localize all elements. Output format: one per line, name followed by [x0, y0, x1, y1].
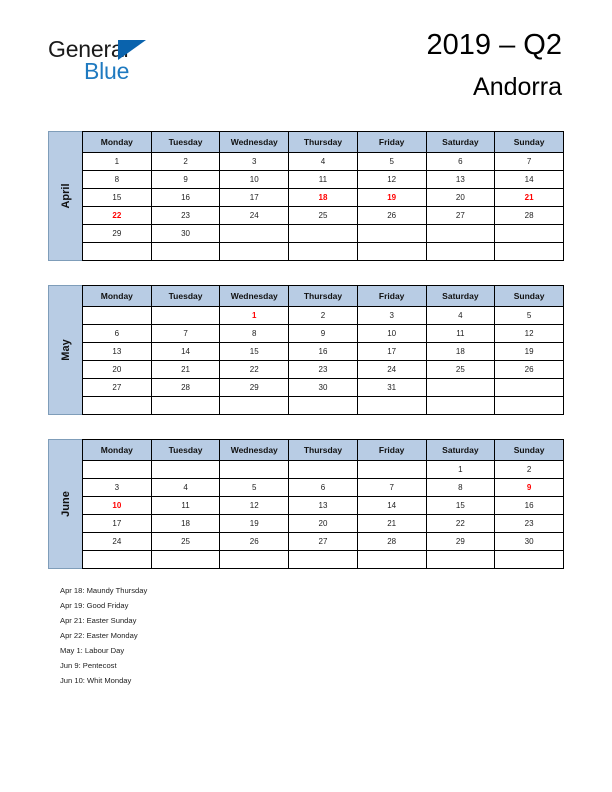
month-label-text: May: [59, 339, 72, 361]
calendar-day-holiday[interactable]: 9: [495, 479, 564, 497]
calendar-week-row: [83, 307, 564, 325]
calendar-day[interactable]: 27: [83, 379, 152, 397]
calendar-day[interactable]: 18: [426, 343, 495, 361]
calendar-day-empty: [357, 551, 426, 569]
calendar-day-empty: [426, 379, 495, 397]
calendar-day[interactable]: 24: [83, 533, 152, 551]
calendar-day[interactable]: 2: [495, 461, 564, 479]
calendar-day[interactable]: 5: [220, 479, 289, 497]
calendar-day[interactable]: 6: [83, 325, 152, 343]
calendar-day[interactable]: 17: [220, 189, 289, 207]
calendar-day[interactable]: 1: [426, 461, 495, 479]
calendar-table-june: [82, 439, 564, 569]
calendar-day[interactable]: 12: [220, 497, 289, 515]
calendar-day-empty: [426, 551, 495, 569]
calendar-day[interactable]: 22: [220, 361, 289, 379]
country-subtitle: Andorra: [473, 73, 562, 101]
calendar-day[interactable]: 16: [289, 343, 358, 361]
weekday-header-monday: Monday: [83, 440, 152, 461]
weekday-header-saturday: Saturday: [426, 132, 495, 153]
legend-item: Jun 9: Pentecost: [60, 661, 117, 670]
holiday-legend: [60, 583, 147, 688]
calendar-day[interactable]: 12: [495, 325, 564, 343]
calendar-day[interactable]: 1: [83, 153, 152, 171]
calendar-day[interactable]: 20: [289, 515, 358, 533]
calendar-day[interactable]: 3: [220, 153, 289, 171]
calendar-day[interactable]: 25: [426, 361, 495, 379]
calendar-week-row: [83, 225, 564, 243]
calendar-day[interactable]: 28: [151, 379, 220, 397]
month-block-june: [48, 439, 564, 569]
calendar-day[interactable]: 10: [220, 171, 289, 189]
calendar-day[interactable]: 21: [357, 515, 426, 533]
calendar-table-may: [82, 285, 564, 415]
calendar-week-row: [83, 171, 564, 189]
calendar-day-empty: [220, 225, 289, 243]
calendar-day[interactable]: 23: [289, 361, 358, 379]
month-block-may: [48, 285, 564, 415]
calendar-day[interactable]: 29: [426, 533, 495, 551]
month-label-text: June: [59, 491, 72, 517]
calendar-day[interactable]: 6: [426, 153, 495, 171]
calendar-day[interactable]: 11: [151, 497, 220, 515]
calendar-day[interactable]: 25: [151, 533, 220, 551]
calendar-day-empty: [426, 225, 495, 243]
calendar-day[interactable]: 30: [289, 379, 358, 397]
calendar-day[interactable]: 9: [289, 325, 358, 343]
calendar-week-row: [83, 153, 564, 171]
calendar-day[interactable]: 12: [357, 171, 426, 189]
calendar-day[interactable]: 8: [220, 325, 289, 343]
calendar-day[interactable]: 31: [357, 379, 426, 397]
calendar-day-empty: [83, 397, 152, 415]
calendar-day[interactable]: 5: [495, 307, 564, 325]
calendar-day-empty: [83, 243, 152, 261]
legend-item: May 1: Labour Day: [60, 646, 125, 655]
calendar-day-empty: [220, 397, 289, 415]
page-header: [0, 0, 612, 120]
calendar-day[interactable]: 14: [151, 343, 220, 361]
month-label-april: [48, 131, 82, 261]
calendar-day[interactable]: 17: [83, 515, 152, 533]
title-block: [427, 28, 562, 102]
calendar-week-row: [83, 325, 564, 343]
calendar-day-empty: [289, 461, 358, 479]
legend-item: Apr 21: Easter Sunday: [60, 616, 137, 625]
calendar-day-empty: [426, 243, 495, 261]
calendar-day-empty: [495, 397, 564, 415]
triangle-icon: [118, 40, 146, 60]
calendar-week-row: [83, 497, 564, 515]
weekday-header-sunday: Sunday: [495, 286, 564, 307]
calendar-day[interactable]: 25: [289, 207, 358, 225]
calendar-week-row: [83, 479, 564, 497]
calendar-day[interactable]: 20: [426, 189, 495, 207]
calendar-day-empty: [83, 461, 152, 479]
calendar-day-empty: [151, 551, 220, 569]
calendar-day[interactable]: 4: [426, 307, 495, 325]
legend-item: Apr 19: Good Friday: [60, 601, 129, 610]
calendar-week-row: [83, 207, 564, 225]
calendar-day[interactable]: 9: [151, 171, 220, 189]
weekday-header-row: [83, 286, 564, 307]
calendar-day-empty: [289, 397, 358, 415]
calendar-day-empty: [151, 461, 220, 479]
calendar-table-april: [82, 131, 564, 261]
calendar-day[interactable]: 15: [83, 189, 152, 207]
calendar-day[interactable]: 24: [357, 361, 426, 379]
calendar-week-row: [83, 551, 564, 569]
weekday-header-friday: Friday: [357, 132, 426, 153]
calendar-day-empty: [289, 225, 358, 243]
calendar-day[interactable]: 5: [357, 153, 426, 171]
weekday-header-thursday: Thursday: [289, 286, 358, 307]
calendar-day-holiday[interactable]: 19: [357, 189, 426, 207]
legend-item: Jun 10: Whit Monday: [60, 676, 132, 685]
calendar-day[interactable]: 11: [426, 325, 495, 343]
calendar-day-empty: [220, 461, 289, 479]
calendar-day[interactable]: 29: [220, 379, 289, 397]
calendar-day[interactable]: 14: [495, 171, 564, 189]
calendar-day-empty: [151, 307, 220, 325]
calendar-day-holiday[interactable]: 10: [83, 497, 152, 515]
weekday-header-thursday: Thursday: [289, 440, 358, 461]
calendar-week-row: [83, 533, 564, 551]
calendar-day[interactable]: 13: [289, 497, 358, 515]
logo-word-blue: Blue: [84, 58, 130, 84]
weekday-header-row: [83, 440, 564, 461]
calendar-day-empty: [357, 397, 426, 415]
weekday-header-tuesday: Tuesday: [151, 286, 220, 307]
logo-word-general: General: [48, 36, 129, 62]
calendar-day[interactable]: 24: [220, 207, 289, 225]
calendar-week-row: [83, 515, 564, 533]
calendar-day[interactable]: 7: [357, 479, 426, 497]
calendar-day[interactable]: 10: [357, 325, 426, 343]
calendar-day-empty: [357, 461, 426, 479]
calendar-day[interactable]: 15: [426, 497, 495, 515]
calendar-day[interactable]: 7: [495, 153, 564, 171]
calendar-day[interactable]: 26: [220, 533, 289, 551]
weekday-header-saturday: Saturday: [426, 440, 495, 461]
calendar-day[interactable]: 16: [151, 189, 220, 207]
calendar-week-row: [83, 189, 564, 207]
calendar-day[interactable]: 7: [151, 325, 220, 343]
calendar-day[interactable]: 28: [357, 533, 426, 551]
calendar-week-row: [83, 379, 564, 397]
month-block-april: [48, 131, 564, 261]
calendar-day-empty: [357, 243, 426, 261]
weekday-header-row: [83, 132, 564, 153]
weekday-header-friday: Friday: [357, 440, 426, 461]
calendar-day[interactable]: 27: [289, 533, 358, 551]
calendar-day[interactable]: 4: [289, 153, 358, 171]
calendar-body-may: [83, 307, 564, 415]
calendar-week-row: [83, 397, 564, 415]
month-label-june: [48, 439, 82, 569]
calendar-day[interactable]: 27: [426, 207, 495, 225]
legend-item: Apr 18: Maundy Thursday: [60, 586, 148, 595]
weekday-header-wednesday: Wednesday: [220, 132, 289, 153]
calendar-day-empty: [220, 551, 289, 569]
brand-logo: [48, 36, 278, 96]
calendar-week-row: [83, 243, 564, 261]
calendar-day[interactable]: 19: [220, 515, 289, 533]
calendar-day[interactable]: 16: [495, 497, 564, 515]
calendar-day[interactable]: 3: [83, 479, 152, 497]
weekday-header-sunday: Sunday: [495, 132, 564, 153]
calendar-day[interactable]: 2: [289, 307, 358, 325]
calendar-day[interactable]: 30: [495, 533, 564, 551]
calendar-week-row: [83, 461, 564, 479]
calendar-day-empty: [151, 397, 220, 415]
calendar-body-june: [83, 461, 564, 569]
calendar-day-empty: [495, 379, 564, 397]
calendar-day[interactable]: 17: [357, 343, 426, 361]
calendar-day-empty: [495, 551, 564, 569]
month-label-may: [48, 285, 82, 415]
calendar-day[interactable]: 23: [495, 515, 564, 533]
legend-item: Apr 22: Easter Monday: [60, 631, 138, 640]
calendar-day[interactable]: 14: [357, 497, 426, 515]
calendar-day-empty: [289, 551, 358, 569]
calendar-week-row: [83, 343, 564, 361]
calendar-day-holiday[interactable]: 18: [289, 189, 358, 207]
calendar-day[interactable]: 22: [426, 515, 495, 533]
weekday-header-tuesday: Tuesday: [151, 132, 220, 153]
calendar-day-empty: [83, 551, 152, 569]
calendar-day[interactable]: 18: [151, 515, 220, 533]
calendar-day[interactable]: 13: [426, 171, 495, 189]
calendar-day[interactable]: 21: [151, 361, 220, 379]
calendar-day[interactable]: 2: [151, 153, 220, 171]
page-title: 2019 – Q2: [426, 29, 562, 61]
calendar-day[interactable]: 11: [289, 171, 358, 189]
calendar-day-holiday[interactable]: 21: [495, 189, 564, 207]
calendar-body-april: [83, 153, 564, 261]
weekday-header-saturday: Saturday: [426, 286, 495, 307]
calendar-day[interactable]: 26: [495, 361, 564, 379]
calendar-day-empty: [495, 225, 564, 243]
calendar-day[interactable]: 26: [357, 207, 426, 225]
calendar-day[interactable]: 19: [495, 343, 564, 361]
weekday-header-wednesday: Wednesday: [220, 440, 289, 461]
weekday-header-sunday: Sunday: [495, 440, 564, 461]
calendar-day[interactable]: 28: [495, 207, 564, 225]
calendar-day[interactable]: 29: [83, 225, 152, 243]
calendar-day[interactable]: 4: [151, 479, 220, 497]
month-label-text: April: [59, 183, 72, 209]
calendar-day[interactable]: 30: [151, 225, 220, 243]
calendar-day-empty: [289, 243, 358, 261]
calendar-day[interactable]: 13: [83, 343, 152, 361]
calendar-day-empty: [83, 307, 152, 325]
calendar-day-empty: [220, 243, 289, 261]
calendar-day[interactable]: 23: [151, 207, 220, 225]
calendar-day[interactable]: 15: [220, 343, 289, 361]
weekday-header-monday: Monday: [83, 132, 152, 153]
calendar-day-empty: [495, 243, 564, 261]
calendar-day-empty: [426, 397, 495, 415]
weekday-header-thursday: Thursday: [289, 132, 358, 153]
calendar-day-empty: [151, 243, 220, 261]
weekday-header-tuesday: Tuesday: [151, 440, 220, 461]
calendar-day[interactable]: 8: [83, 171, 152, 189]
calendar-day[interactable]: 6: [289, 479, 358, 497]
weekday-header-friday: Friday: [357, 286, 426, 307]
calendar-day-holiday[interactable]: 1: [220, 307, 289, 325]
calendar-day[interactable]: 8: [426, 479, 495, 497]
calendar-day[interactable]: 20: [83, 361, 152, 379]
calendar-day[interactable]: 3: [357, 307, 426, 325]
weekday-header-monday: Monday: [83, 286, 152, 307]
weekday-header-wednesday: Wednesday: [220, 286, 289, 307]
calendar-day-empty: [357, 225, 426, 243]
calendar-day-holiday[interactable]: 22: [83, 207, 152, 225]
calendar-week-row: [83, 361, 564, 379]
